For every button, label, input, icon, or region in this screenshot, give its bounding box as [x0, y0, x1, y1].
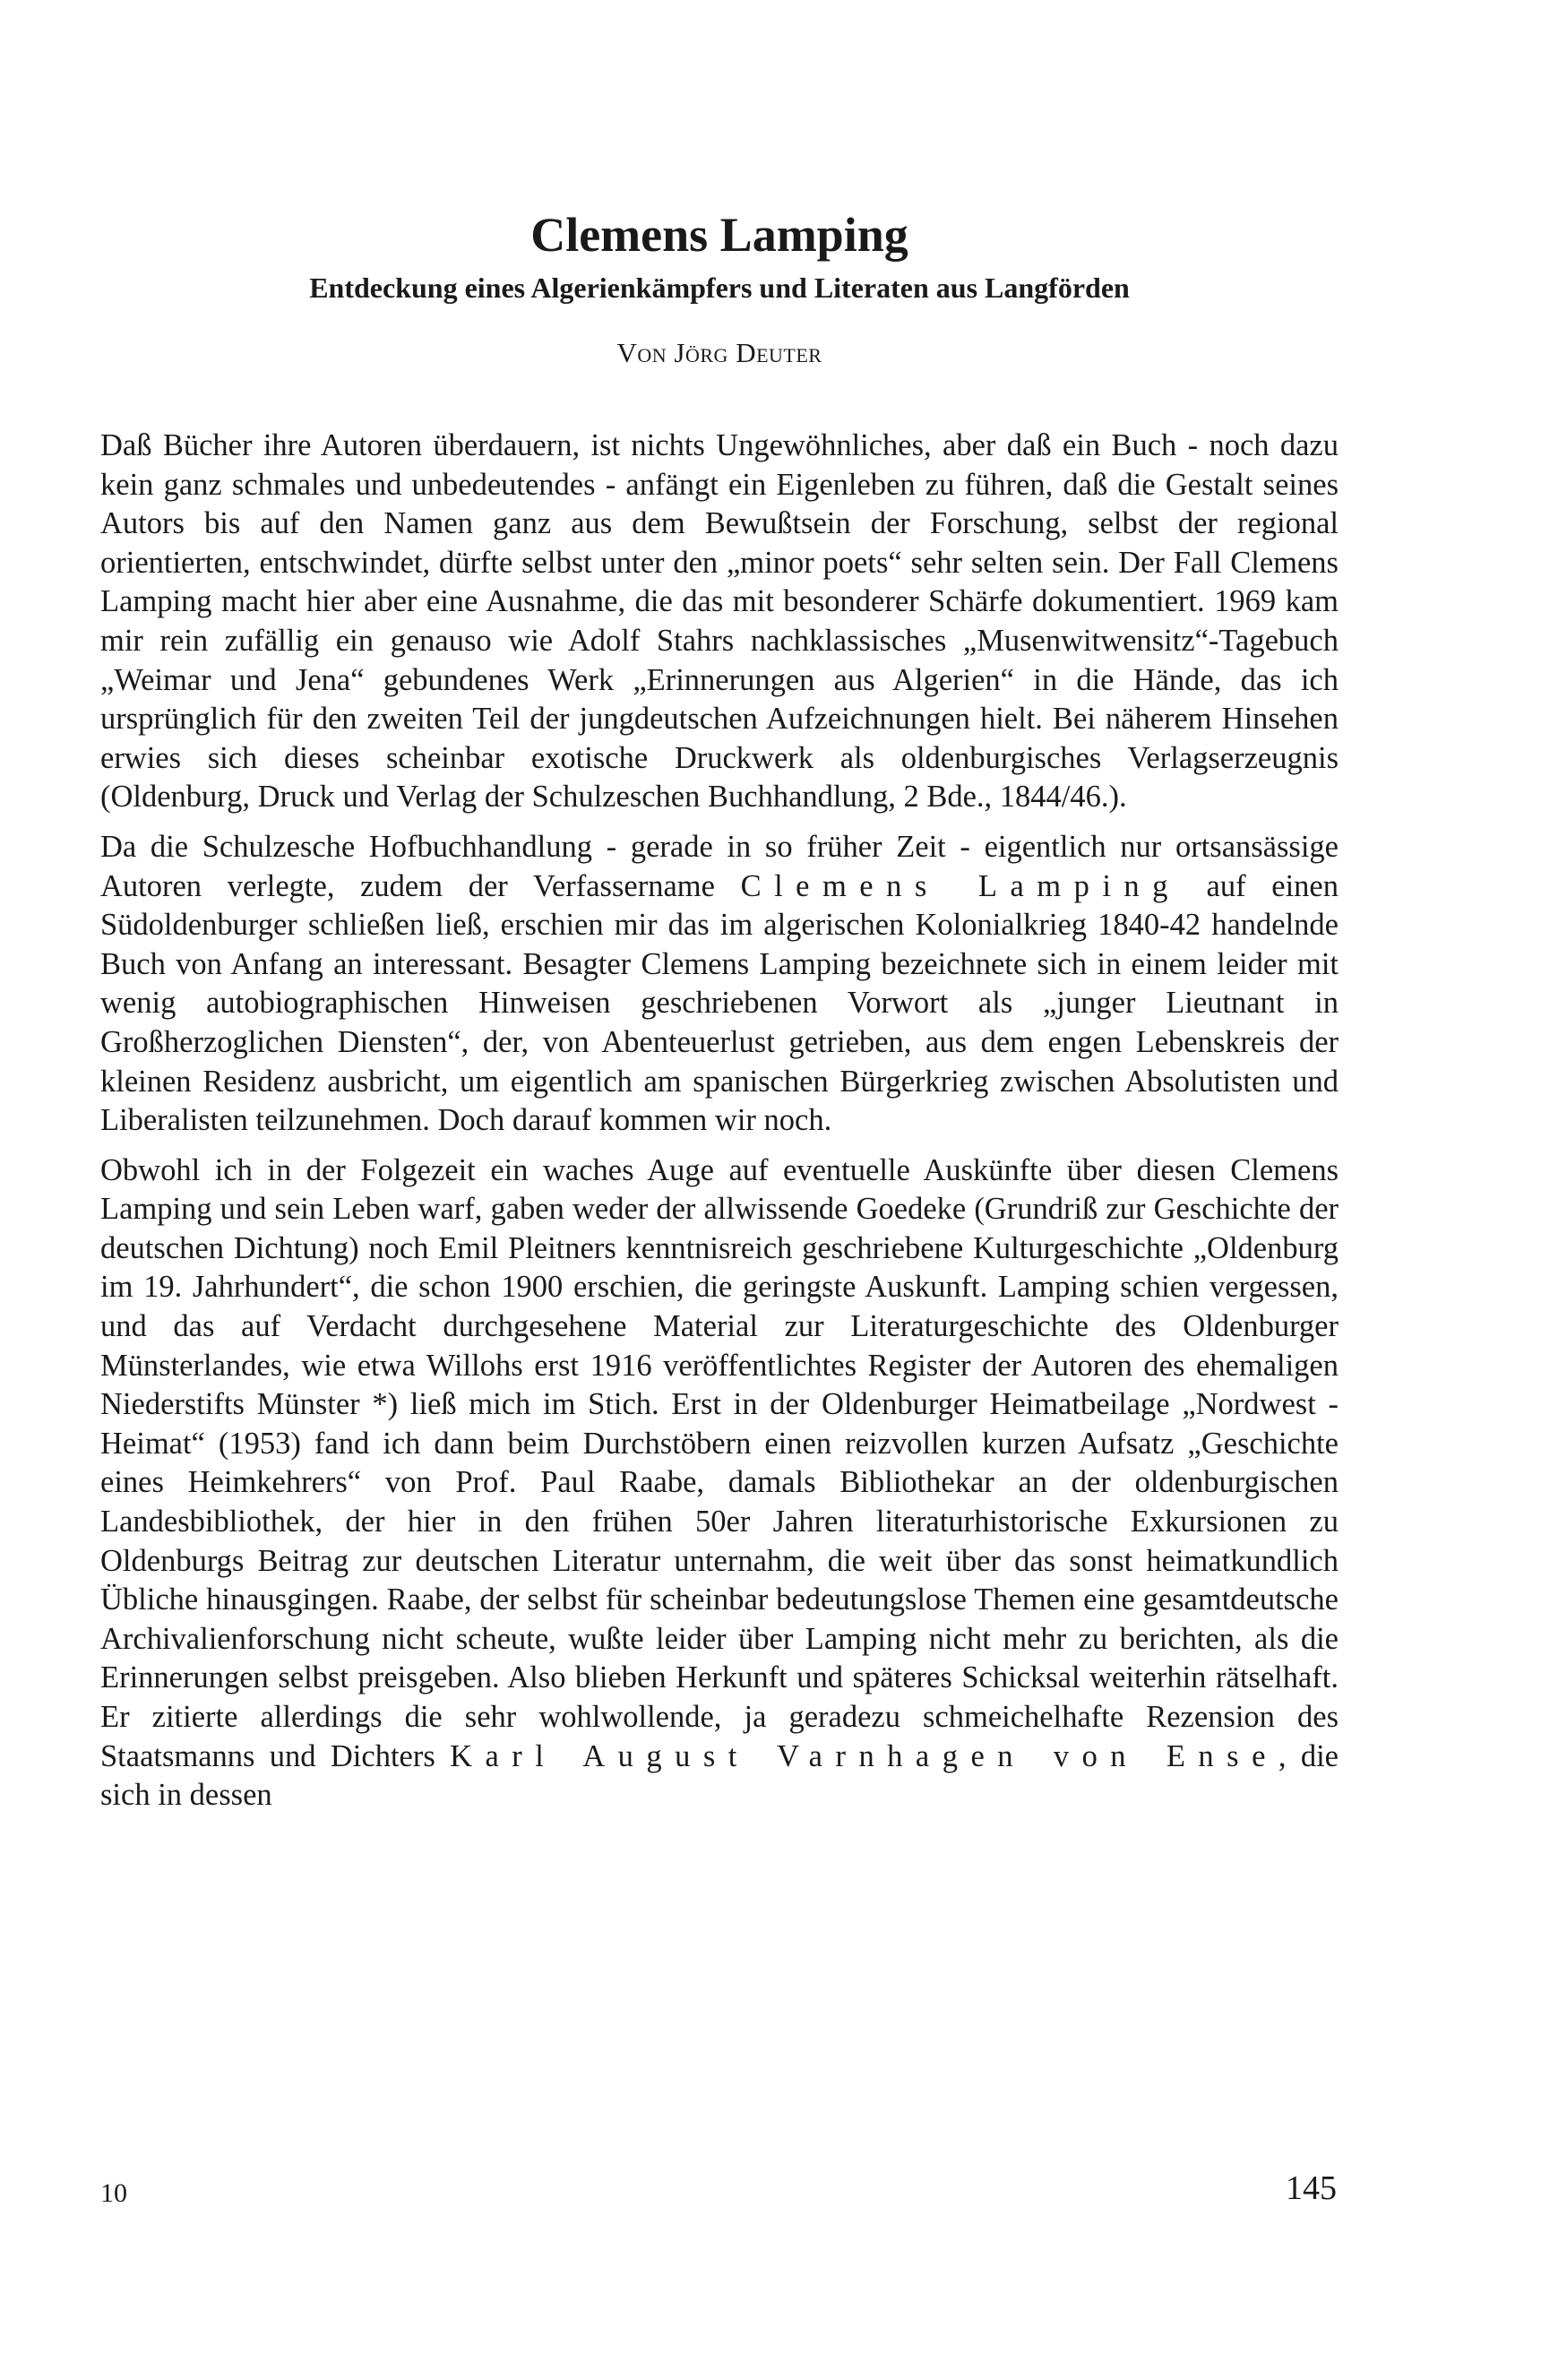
paragraph-text: Obwohl ich in der Folgezeit ein waches Auge auf eventuelle Auskünfte über diesen Clemens Lamping und sein Leben warf, gaben weder der allwissende Goedeke (Grundriß zur Geschichte der deutschen Dichtung) noch Emil Pleitners kenntnisreich geschriebene Kulturgeschichte „Oldenburg im 19. Jahrhundert“, die schon 1900 erschien, die geringste Auskunft. Lamping schien vergessen, und das auf Verdacht durchgesehene Material zur Literaturgeschichte des Oldenburger Münsterlandes, wie etwa Willohs erst 1916 veröffentlichtes Register der Autoren des ehemaligen Niederstifts Münster *) ließ mich im Stich. Erst in der Oldenburger Heimatbeilage „Nordwest - Heimat“ (1953) fand ich dann beim Durchstöbern einen reizvollen kurzen Aufsatz „Geschichte eines Heimkehrers“ von Prof. Paul Raabe, damals Bibliothekar an der oldenburgischen Landesbibliothek, der hier in den frühen 50er Jahren literaturhistorische Exkursionen zu Oldenburgs Beitrag zur deutschen Literatur unternahm, die weit über das sonst heimatkundlich Übliche hinausgingen. Raabe, der selbst für scheinbar bedeutungslose Themen eine gesamtdeutsche Archivalienforschung nicht scheute, wußte leider über Lamping nicht mehr zu berichten, als die Erinnerungen selbst preisgeben. Also blieben Herkunft und späteres Schicksal weiterhin rätselhaft. Er zitierte allerdings die sehr wohlwollende, ja geradezu schmeichelhafte Rezension des Staatsmanns und Dichters [100, 1152, 1339, 1773]
paragraph-text: , die sich in dessen [100, 1738, 1339, 1813]
article-author: Von Jörg Deuter [616, 337, 822, 368]
article-body [100, 427, 1339, 1815]
page-number: 145 [1286, 2169, 1337, 2207]
article-title: Clemens Lamping [530, 208, 908, 262]
article [100, 206, 1339, 1826]
paragraph-text: Daß Bücher ihre Autoren überdauern, ist nichts Ungewöhnliches, aber daß ein Buch - noch dazu kein ganz schmales und unbedeutendes - anfängt ein Eigenleben zu führen, daß die Gestalt seines Autors bis auf den Namen ganz aus dem Bewußtsein der Forschung, selbst der regional orientierten, entschwindet, dürfte selbst unter den „minor poets“ sehr selten sein. Der Fall Clemens Lamping macht hier aber eine Ausnahme, die das mit besonderer Schärfe dokumentiert. 1969 kam mir rein zufällig ein genauso wie Adolf Stahrs nachklassisches „Musenwitwensitz“-Tagebuch „Weimar und Jena“ gebundenes Werk „Erinnerungen aus Algerien“ in die Hände, das ich ursprünglich für den zweiten Teil der jungdeutschen Aufzeichnungen hielt. Bei näherem Hinsehen erwies sich dieses scheinbar exotische Druckwerk als oldenburgisches Verlagserzeugnis (Oldenburg, Druck und Verlag der Schulzeschen Buchhandlung, 2 Bde., 1844/46.). [100, 428, 1339, 815]
paragraph-2 [100, 828, 1339, 1141]
paragraph-text: Da die Schulzesche Hofbuchhandlung - gerade in so früher Zeit - eigentlich nur ortsansässige Autoren verlegte, zudem der Verfassername [100, 829, 1339, 903]
paragraph-text: auf einen Südoldenburger schließen ließ, erschien mir das im algerischen Kolonialkrieg 1840-42 handelnde Buch von Anfang an interessant. Besagter Clemens Lamping bezeichnete sich in einem leider mit wenig autobiographischen Hinweisen geschriebenen Vorwort als „junger Lieutnant in Großherzoglichen Diensten“, der, von Abenteuerlust getrieben, aus dem engen Lebenskreis der kleinen Residenz ausbricht, um eigentlich am spanischen Bürgerkrieg zwischen Absolutisten und Liberalisten teilzunehmen. Doch darauf kommen wir noch. [100, 868, 1339, 1138]
paragraph-3 [100, 1151, 1339, 1815]
spaced-name-clemens-lamping: Clemens Lamping [740, 868, 1181, 903]
spaced-name-varnhagen: Karl August Varnhagen von Ense [450, 1738, 1278, 1773]
paragraph-1 [100, 427, 1339, 817]
article-subtitle: Entdeckung eines Algerienkämpfers und Literaten aus Langförden [309, 272, 1130, 304]
sheet-signature: 10 [100, 2178, 127, 2208]
